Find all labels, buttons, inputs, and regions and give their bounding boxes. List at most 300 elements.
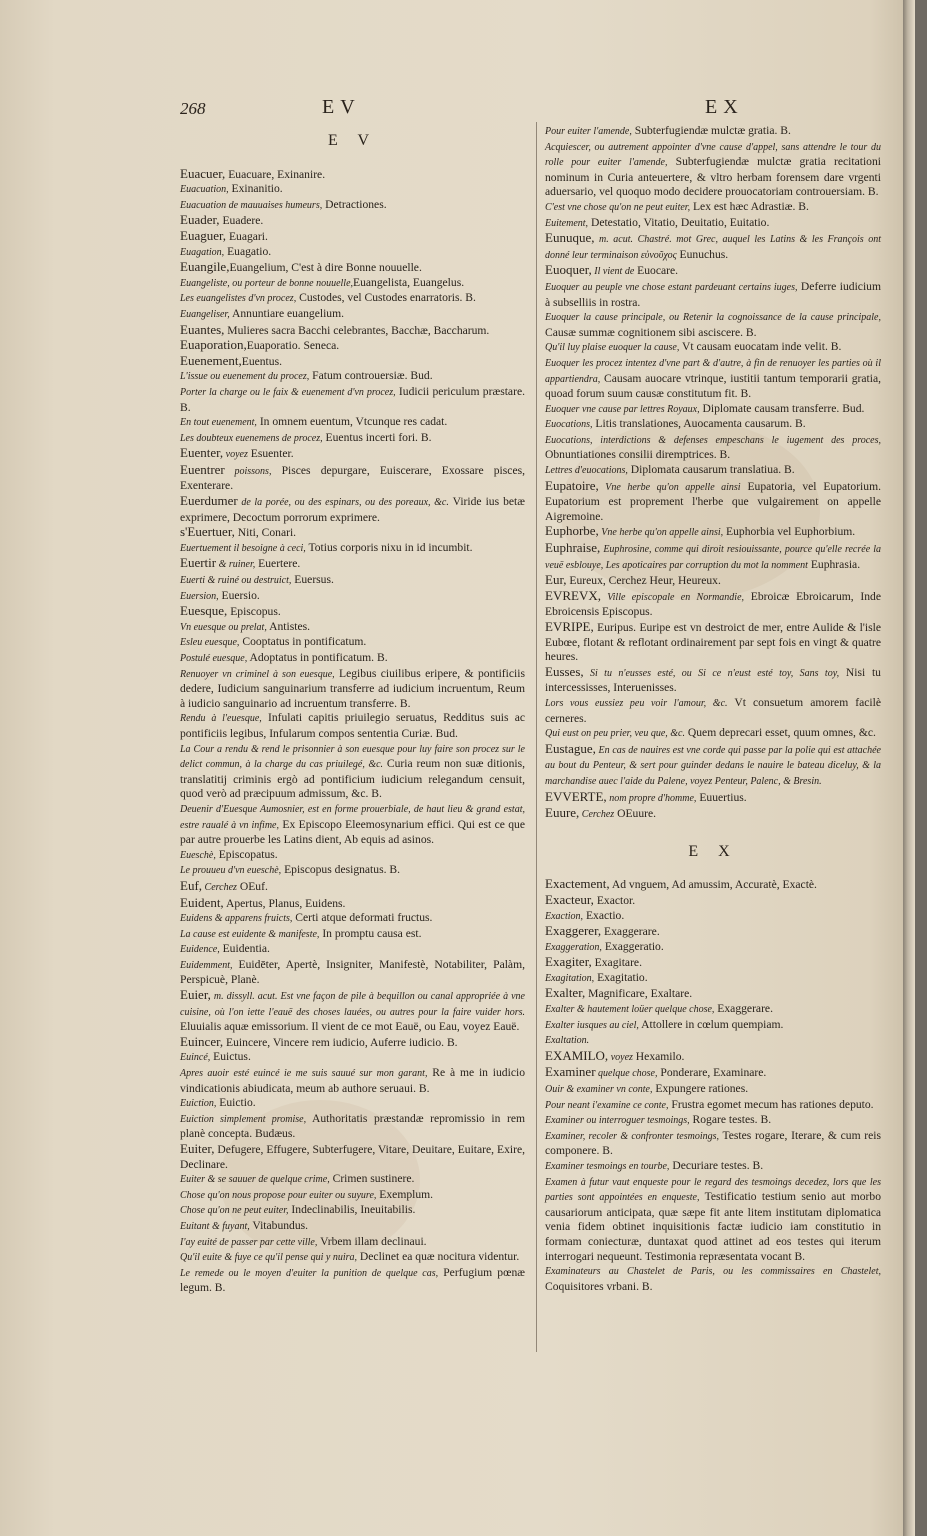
latin-gloss: Niti, Conari.	[234, 526, 297, 540]
french-gloss: poissons,	[224, 465, 272, 477]
latin-gloss: Pisces depurgare, Euiscerare, Exossare pisces, Exenterare.	[180, 463, 525, 493]
headword: Euacuer,	[180, 165, 226, 181]
latin-gloss: Certi atque deformati fructus.	[292, 911, 433, 925]
dictionary-entry	[545, 479, 881, 525]
running-head-right: EX	[705, 96, 744, 118]
dictionary-entry	[180, 635, 525, 651]
dictionary-entry	[545, 200, 881, 216]
latin-gloss: Coquisitores vrbani. B.	[545, 1279, 653, 1293]
left-column	[180, 124, 525, 1296]
french-gloss: Pour euiter l'amende,	[545, 126, 632, 137]
dictionary-entry	[545, 877, 881, 893]
french-gloss: Euerti & ruiné ou destruict,	[180, 575, 292, 587]
french-gloss: Les doubteux euenemens de procez,	[180, 432, 323, 444]
french-gloss: Postulé euesque,	[180, 653, 248, 664]
latin-gloss: Vrbem illam declinaui.	[317, 1234, 427, 1248]
dictionary-entry	[545, 940, 881, 956]
french-gloss: Examinateurs au Chastelet de Paris, ou les commissaires en Chastelet,	[545, 1266, 881, 1278]
section-heading-ex: E X	[688, 842, 738, 860]
dictionary-entry	[180, 589, 525, 605]
french-gloss: Euacuation,	[180, 184, 229, 196]
french-gloss: Euocations,	[545, 419, 593, 431]
headword: Examiner	[545, 1064, 596, 1080]
french-gloss: Pour neant i'examine ce conte,	[545, 1099, 669, 1111]
latin-gloss: Euangelium, C'est à dire Bonne nouuelle.	[229, 261, 422, 275]
latin-gloss: Annuntiare euangelium.	[229, 306, 345, 320]
latin-gloss: Vt consuetum amorem facilè cerneres.	[545, 695, 881, 725]
latin-gloss: Expungere rationes.	[652, 1082, 749, 1096]
french-gloss: m. acut. Chastré. mot Grec, auquel les Latins & les François ont donné leur terminaison εὐνοῦχος	[545, 234, 881, 261]
latin-gloss: Vt causam euocatam inde velit. B.	[679, 340, 842, 354]
latin-gloss: Eureux, Cerchez Heur, Heureux.	[566, 574, 721, 588]
latin-gloss: Infulati capitis priuilegio seruatus, Redditus suis ac pontificiis legibus, Infularum compos sententia Curiæ. Bud.	[180, 711, 526, 740]
dictionary-entry	[180, 229, 525, 245]
dictionary-entry	[180, 431, 525, 447]
headword: Euangile,	[180, 259, 230, 275]
latin-gloss: Decuriare testes. B.	[669, 1159, 764, 1172]
latin-gloss: Euripus. Euripe est vn destroict de mer, entre Aulide & l'isle Eubœe, flotant & reflotant ordinairement par sept fois en vingt & quatre heures.	[545, 621, 881, 664]
dictionary-entry	[180, 651, 525, 667]
french-gloss: Examiner ou interroguer tesmoings,	[545, 1115, 690, 1127]
latin-gloss: Causam auocare vtrinque, iustitii tantum temporarii gratia, quoad forum suum causæ constitutum fit. B.	[545, 371, 881, 401]
latin-gloss: Crimen sustinere.	[329, 1172, 415, 1186]
dictionary-entry	[180, 415, 525, 431]
dictionary-entry	[545, 1159, 881, 1175]
headword: EVRIPE,	[545, 619, 594, 634]
french-gloss: Renuoyer vn criminel à son euesque,	[180, 668, 335, 680]
latin-gloss: Exemplum.	[376, 1187, 434, 1201]
latin-gloss: Defugere, Effugere, Subterfugere, Vitare, Deuitare, Euitare, Exire, Declinare.	[180, 1143, 525, 1171]
headword: Euiter,	[180, 1141, 215, 1156]
latin-gloss: Vitabundus.	[249, 1218, 309, 1232]
dictionary-entry	[545, 140, 881, 200]
headword: Euier,	[180, 987, 211, 1003]
french-gloss: Vn euesque ou prelat,	[180, 621, 267, 633]
latin-gloss: Litis translationes, Auocamenta causarum. B.	[592, 417, 806, 431]
headword: Euphraise,	[545, 540, 601, 556]
dictionary-entry	[180, 556, 525, 573]
dictionary-entry	[545, 1002, 881, 1018]
french-gloss: Euacuation de mauuaises humeurs,	[180, 199, 323, 211]
latin-gloss: Diplomate causam transferre. Bud.	[699, 401, 865, 415]
latin-gloss: Episcopus.	[227, 605, 281, 619]
dictionary-entry	[545, 310, 881, 340]
dictionary-entry	[545, 1113, 881, 1129]
french-gloss: Examen à futur vaut enqueste pour le regard des tesmoings decedez, lors que les parties sont appointées en enqueste,	[545, 1176, 881, 1204]
french-gloss: Examiner tesmoings en tourbe,	[545, 1161, 670, 1172]
dictionary-entry	[545, 433, 881, 463]
dictionary-entry	[180, 879, 525, 896]
dictionary-entry	[545, 696, 881, 726]
french-gloss: Euangeliser,	[180, 308, 230, 320]
dictionary-entry	[545, 665, 881, 696]
headword: Euf,	[180, 877, 203, 893]
headword: Eustague,	[545, 740, 596, 756]
dictionary-entry	[545, 124, 881, 140]
dictionary-entry	[180, 291, 525, 307]
french-gloss: Le prouueu d'vn eueschè,	[180, 865, 282, 877]
headword: Exactement,	[545, 876, 610, 892]
headword: EVREVX,	[545, 587, 601, 603]
latin-gloss: Custodes, vel Custodes enarratoris. B.	[296, 291, 476, 305]
latin-gloss: Declinet ea quæ nocitura videntur.	[357, 1250, 520, 1264]
headword: Euesque,	[180, 603, 228, 619]
latin-gloss: Euagari.	[226, 229, 268, 243]
latin-gloss: Subterfugiendæ mulctæ gratia. B.	[631, 124, 791, 137]
latin-gloss: Ponderare, Examinare.	[657, 1066, 767, 1080]
dictionary-entry	[180, 604, 525, 620]
dictionary-entry	[180, 988, 525, 1035]
headword: Euaguer,	[180, 227, 227, 243]
french-gloss: Exaction,	[545, 910, 584, 922]
dictionary-entry	[545, 1082, 881, 1098]
dictionary-entry	[545, 524, 881, 541]
dictionary-entry	[180, 494, 525, 525]
dictionary-entry	[545, 1049, 881, 1066]
dictionary-entry	[180, 307, 525, 323]
dictionary-entry	[545, 1018, 881, 1034]
latin-gloss: Episcopus designatus. B.	[281, 863, 401, 877]
french-gloss: Chose qu'on nous propose pour euiter ou suyure,	[180, 1189, 377, 1201]
french-gloss: Euitement,	[545, 217, 589, 229]
latin-gloss: Euocare.	[634, 264, 679, 278]
headword: Exaggerer,	[545, 923, 602, 939]
french-gloss: Cerchez	[202, 881, 237, 893]
dictionary-entry	[180, 167, 525, 183]
headword: Euerdumer	[180, 493, 238, 509]
headword: Exacteur,	[545, 891, 594, 907]
french-gloss: La cause est euidente & manifeste,	[180, 928, 320, 940]
headword: Euoquer,	[545, 262, 592, 278]
latin-gloss: Ad vnguem, Ad amussim, Accuratè, Exactè.	[609, 878, 817, 892]
french-gloss: Esleu euesque,	[180, 637, 240, 649]
dictionary-entry	[545, 1264, 881, 1294]
dictionary-entry	[545, 790, 881, 807]
latin-gloss: Indeclinabilis, Ineuitabilis.	[288, 1203, 416, 1217]
dictionary-entry	[545, 1065, 881, 1082]
latin-gloss: Euentus.	[241, 354, 282, 368]
french-gloss: Euidence,	[180, 944, 220, 956]
french-gloss: Chose qu'on ne peut euiter,	[180, 1205, 289, 1217]
latin-gloss: Euuertius.	[696, 790, 747, 804]
french-gloss: Qu'il luy plaise euoquer la cause,	[545, 342, 680, 354]
latin-gloss: OEuf.	[236, 879, 268, 893]
latin-gloss: Diplomata causarum translatiua. B.	[627, 463, 795, 477]
latin-gloss: Totius corporis nixu in id incumbit.	[305, 540, 473, 554]
headword: Eusses,	[545, 663, 584, 679]
french-gloss: quelque chose,	[595, 1068, 658, 1080]
headword: Euenter,	[180, 445, 224, 461]
dictionary-entry	[545, 263, 881, 280]
headword: Euident,	[180, 894, 224, 910]
latin-gloss: Antistes.	[266, 619, 311, 633]
dictionary-entry	[180, 525, 525, 541]
dictionary-entry	[545, 986, 881, 1002]
french-gloss: voyez	[608, 1051, 633, 1063]
french-gloss: nom propre d'homme,	[606, 792, 697, 804]
dictionary-entry	[180, 213, 525, 229]
french-gloss: Euocations, interdictions & defenses empeschans le iugement des proces,	[545, 434, 881, 446]
dictionary-entry	[180, 260, 525, 276]
latin-gloss: Rogare testes. B.	[689, 1113, 772, 1127]
french-gloss: Ville episcopale en Normandie,	[600, 591, 745, 603]
latin-gloss: Euertere.	[255, 557, 301, 571]
headword: Euantes,	[180, 321, 225, 337]
latin-gloss: Euphorbia vel Euphorbium.	[723, 525, 856, 539]
headword: Exalter,	[545, 985, 586, 1001]
dictionary-entry	[180, 338, 525, 354]
latin-gloss: Euersus.	[291, 573, 334, 587]
french-gloss: Euangeliste, ou porteur de bonne nouuelle,	[180, 277, 354, 289]
french-gloss: Euagation,	[180, 246, 225, 258]
latin-gloss: Cooptatus in pontificatum.	[239, 635, 367, 649]
latin-gloss: Euagatio.	[224, 244, 272, 258]
dictionary-entry	[180, 848, 525, 864]
dictionary-entry	[545, 356, 881, 402]
dictionary-entry	[180, 942, 525, 958]
french-gloss: I'ay euité de passer par cette ville,	[180, 1236, 318, 1248]
headword: Euader,	[180, 212, 220, 228]
latin-gloss: Exagitare.	[591, 956, 642, 970]
latin-gloss: Lex est hæc Adrastiæ. B.	[690, 199, 809, 213]
latin-gloss: Exaggeratio.	[601, 939, 664, 953]
french-gloss: Lettres d'euocations,	[545, 465, 628, 477]
dictionary-entry	[180, 323, 525, 339]
latin-gloss: Causæ summæ cognitionem sibi asciscere. B.	[545, 325, 757, 339]
latin-gloss: Apertus, Planus, Euidens.	[223, 896, 346, 910]
headword: Euphorbe,	[545, 523, 599, 539]
latin-gloss: Mulieres sacra Bacchi celebrantes, Bacchæ, Baccharum.	[224, 323, 490, 337]
dictionary-entry	[545, 340, 881, 356]
dictionary-entry	[545, 620, 881, 665]
dictionary-entry	[545, 541, 881, 573]
dictionary-entry	[180, 354, 525, 370]
column-rule	[536, 122, 537, 1352]
french-gloss: Euphrosine, comme qui diroit resiouissante, pource qu'elle recrée la veuë esblouye, Les apoticaires par corruption du mot la nomment	[545, 544, 881, 571]
headword: Euincer,	[180, 1033, 224, 1049]
dictionary-entry	[180, 1172, 525, 1188]
dictionary-entry	[180, 1035, 525, 1051]
latin-gloss: Euacuare, Exinanire.	[225, 167, 326, 181]
dictionary-entry	[180, 1219, 525, 1235]
french-gloss: En cas de nauires est vne corde qui passe par la polie qui est attachée au bout du Penteur, & sert pour guinder dedans le nauire le bateau diceluy, & la marchandise auec l'aide du Palene, voyez Penteur, Palenc, & Bresin.	[545, 744, 881, 787]
latin-gloss: Hexamilo.	[632, 1049, 685, 1063]
latin-gloss: Adoptatus in pontificatum. B.	[247, 651, 388, 664]
latin-gloss: Nisi tu intercessisses, Interuenisses.	[545, 665, 881, 695]
latin-gloss: Magnificare, Exaltare.	[585, 987, 693, 1001]
french-gloss: La Cour a rendu & rend le prisonnier à son euesque pour luy faire son procez sur le delict commun, à la charge du cas priuilegé, &c.	[180, 743, 525, 771]
dictionary-entry	[545, 417, 881, 433]
latin-gloss: Euadere.	[219, 214, 264, 228]
latin-gloss: Exactor.	[593, 893, 636, 907]
dictionary-entry	[180, 369, 525, 385]
latin-gloss: Legibus ciuilibus eripere, & pontificiis dedere, Iudicium sanguinarium transferre ad iudicium incruentum, Reum à iudicio sanguinario ad incruentum transferre. B.	[180, 666, 525, 710]
headword: Eur,	[545, 572, 567, 588]
french-gloss: Eueschè,	[180, 849, 216, 861]
latin-gloss: In promptu causa est.	[319, 926, 422, 940]
latin-gloss: Eupatoria, vel Eupatorium. Eupatorium est proprement l'herbe que vulgairement on appelle Aigremoine.	[545, 479, 881, 523]
dictionary-entry	[180, 182, 525, 198]
dictionary-entry	[180, 1250, 525, 1266]
french-gloss: Vne herbe qu'on appelle ainsi	[598, 481, 741, 493]
latin-gloss: Fatum controuersiæ. Bud.	[309, 369, 433, 383]
dictionary-entry	[180, 1096, 525, 1112]
headword: s'Euertuer,	[180, 524, 235, 540]
latin-gloss: Ebroicæ Ebroicarum, Inde Ebroicensis Episcopus.	[545, 589, 881, 619]
latin-gloss: Curia reum non suæ ditionis, translatitij criminis ergò ad pontificium iudicium relegandum censuit, quod verò ad præcipuum admissum, &c. B.	[180, 757, 525, 801]
dictionary-entry	[180, 667, 525, 712]
headword: Eupatoire,	[545, 477, 599, 493]
latin-gloss: Euincere, Vincere rem iudicio, Auferre iudicio. B.	[223, 1035, 458, 1049]
french-gloss: Euitant & fuyant,	[180, 1220, 250, 1232]
section-heading-ev: E V	[327, 132, 378, 149]
right-entry-list-ev	[545, 124, 881, 823]
dictionary-entry	[545, 573, 881, 589]
latin-gloss: Iudicii periculum præstare. B.	[180, 384, 525, 414]
latin-gloss: Exaggerare.	[714, 1002, 773, 1016]
latin-gloss: Exagitatio.	[594, 970, 648, 984]
french-gloss: m. dissyll. acut. Est vne façon de pile à bequillon ou canal appropriée à vne cuisine, où l'on iette l'eauë des choses lauées, ou autres pour la faire vuider hors.	[180, 991, 525, 1018]
dictionary-entry	[545, 463, 881, 479]
french-gloss: L'issue ou euenement du procez,	[180, 371, 310, 383]
dictionary-entry	[180, 911, 525, 927]
page-number: 268	[180, 99, 206, 118]
french-gloss: Euoquer les procez intentez d'vne part & d'autre, à fin de renuoyer les parties où il appartiendra,	[545, 357, 881, 385]
latin-gloss: Euentus incerti fori. B.	[322, 430, 432, 444]
latin-gloss: Attollere in cœlum quempiam.	[638, 1017, 784, 1031]
latin-gloss: In omnem euentum, Vtcunque res cadat.	[256, 415, 448, 429]
dictionary-entry	[545, 1033, 881, 1049]
french-gloss: Euoquer vne cause par lettres Royaux,	[545, 403, 700, 415]
french-gloss: Porter la charge ou le faix & euenement d'vn procez,	[180, 386, 396, 398]
french-gloss: Euidens & apparens fruicts,	[180, 913, 293, 925]
latin-gloss: Esuenter.	[247, 447, 294, 461]
latin-gloss: Exinanitio.	[228, 182, 283, 196]
french-gloss: Si tu n'eusses esté, ou Si ce n'eust esté toy, Sans toy,	[583, 667, 840, 679]
dictionary-entry	[180, 446, 525, 463]
latin-gloss: Perfugium pœnæ legum. B.	[180, 1265, 525, 1295]
french-gloss: Euoquer au peuple vne chose estant pardeuant certains iuges,	[545, 281, 798, 293]
french-gloss: Acquiescer, ou autrement appointer d'vne cause d'appel, sans attendre le tour du rolle pour euiter l'amende,	[545, 141, 881, 169]
dictionary-entry	[545, 806, 881, 823]
dictionary-entry	[545, 971, 881, 987]
latin-gloss: Exaggerare.	[601, 925, 660, 939]
french-gloss: Euiter & se sauuer de quelque crime,	[180, 1174, 330, 1186]
french-gloss: & ruiner,	[216, 559, 256, 571]
running-head-left: EV	[322, 96, 361, 118]
french-gloss: Exagitation,	[545, 972, 595, 984]
right-entry-list-ex	[545, 877, 881, 1294]
latin-gloss: Eluuialis aquæ emissorium. Il vient de ce mot Eauë, ou Eau, voyez Eauë.	[180, 1020, 520, 1034]
french-gloss: Exaltation.	[545, 1035, 590, 1047]
right-column	[545, 124, 881, 1294]
headword: Euenement,	[180, 352, 242, 368]
dictionary-entry	[180, 1266, 525, 1296]
dictionary-entry	[180, 802, 525, 848]
left-entry-list	[180, 167, 525, 1296]
dictionary-entry	[180, 463, 525, 494]
latin-gloss: Testes rogare, Iterare, & cum reis componere. B.	[545, 1128, 881, 1158]
french-gloss: Qui eust on peu prier, veu que, &c.	[545, 728, 685, 740]
french-gloss: Ouir & examiner vn conte,	[545, 1084, 653, 1096]
french-gloss: Euiction simplement promise,	[180, 1113, 307, 1125]
dictionary-entry	[545, 216, 881, 232]
dictionary-entry	[545, 955, 881, 971]
dictionary-entry	[545, 589, 881, 620]
french-gloss: Examiner, recoler & confronter tesmoings,	[545, 1130, 719, 1142]
headword: EVVERTE,	[545, 788, 607, 804]
latin-gloss: Viride ius betæ exprimere, Decoctum porrorum exprimere.	[180, 495, 525, 524]
dictionary-entry	[180, 711, 525, 741]
dictionary-entry	[180, 541, 525, 557]
latin-gloss: Detractiones.	[322, 197, 387, 211]
french-gloss: Exalter iusques au ciel,	[545, 1019, 639, 1031]
dictionary-entry	[180, 1188, 525, 1204]
latin-gloss: Ex Episcopo Eleemosynarium effici. Qui est ce que par autre prouerbe les Latins dient, Ab equis ad asinos.	[180, 817, 525, 847]
french-gloss: Qu'il euite & fuye ce qu'il pense qui y nuira,	[180, 1252, 358, 1264]
dictionary-entry	[545, 893, 881, 909]
dictionary-entry	[180, 958, 525, 988]
french-gloss: En tout euenement,	[180, 417, 257, 429]
latin-gloss: Euidēter, Apertè, Insigniter, Manifestè, Notabiliter, Palàm, Perspicuè, Planè.	[180, 957, 525, 987]
headword: EXAMILO,	[545, 1047, 609, 1063]
dictionary-entry	[180, 198, 525, 214]
french-gloss: Euiction,	[180, 1098, 217, 1110]
dictionary-entry	[545, 726, 881, 742]
latin-gloss: Euaporatio. Seneca.	[246, 339, 340, 353]
dictionary-entry	[180, 742, 525, 802]
french-gloss: voyez	[223, 449, 248, 461]
page-edge	[903, 0, 915, 1536]
french-gloss: Apres auoir esté euincé ie me suis sauué sur mon garant,	[180, 1068, 428, 1080]
dictionary-entry	[545, 1175, 881, 1265]
latin-gloss: Episcopatus.	[215, 847, 278, 861]
french-gloss: Les euangelistes d'vn procez,	[180, 293, 297, 305]
latin-gloss: Detestatio, Vitatio, Deuitatio, Euitatio.	[588, 215, 770, 229]
dictionary-entry	[545, 924, 881, 940]
dictionary-entry	[180, 1203, 525, 1219]
french-gloss: Euidemment,	[180, 959, 233, 971]
dictionary-entry	[545, 402, 881, 418]
headword: Exagiter,	[545, 954, 592, 970]
headword: Euaporation,	[180, 337, 247, 353]
latin-gloss: Eunuchus.	[676, 247, 729, 261]
french-gloss: Deuenir d'Euesque Aumosnier, est en forme prouerbiale, de haut lieu & grand estat, estre raualé à vn infime,	[180, 803, 525, 831]
latin-gloss: Authoritatis præstandæ repromissio in rem planè concepta. Budæus.	[180, 1111, 525, 1141]
dictionary-entry	[180, 927, 525, 943]
dictionary-entry	[545, 231, 881, 263]
french-gloss: Exaggeration,	[545, 941, 602, 953]
dictionary-entry	[180, 276, 525, 292]
latin-gloss: Euersio.	[218, 588, 260, 602]
dictionary-entry	[180, 863, 525, 879]
french-gloss: Cerchez	[579, 809, 615, 821]
french-gloss: Rendu à l'euesque,	[180, 713, 262, 725]
dictionary-entry	[545, 742, 881, 790]
latin-gloss: Euphrasia.	[807, 557, 861, 571]
latin-gloss: Euidentia.	[219, 942, 270, 956]
french-gloss: Exalter & hautement loüer quelque chose,	[545, 1004, 715, 1016]
french-gloss: Lors vous eussiez peu voir l'amour, &c.	[545, 697, 728, 709]
dictionary-entry	[180, 1235, 525, 1251]
latin-gloss: OEuure.	[614, 807, 657, 821]
dictionary-entry	[180, 1050, 525, 1066]
latin-gloss: Obnuntiationes consilii diremptrices. B.	[545, 448, 731, 462]
french-gloss: Euincé,	[180, 1052, 211, 1064]
dictionary-entry	[180, 385, 525, 415]
french-gloss: Euoquer la cause principale, ou Retenir la cognoissance de la cause principale,	[545, 312, 881, 324]
french-gloss: Euersion,	[180, 590, 219, 602]
